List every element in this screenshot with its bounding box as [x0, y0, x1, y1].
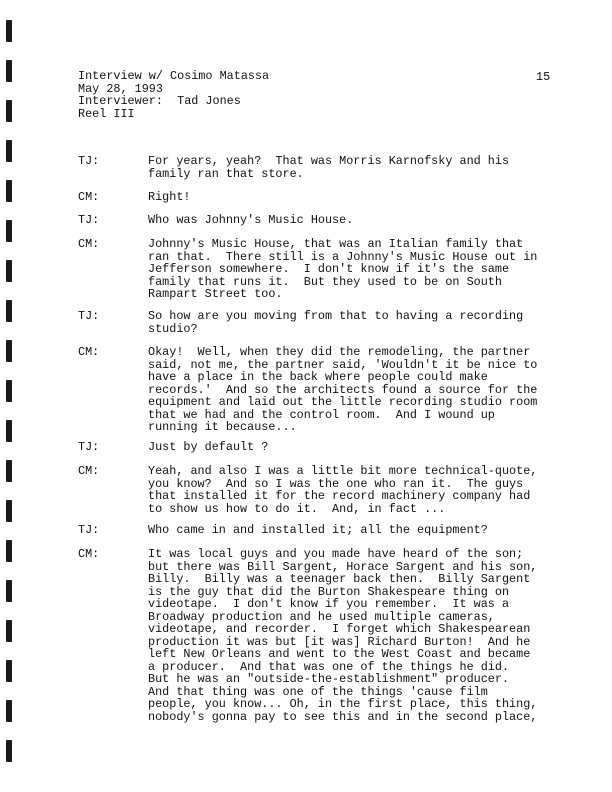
speech-text: It was local guys and you made have heard of the son; but there was Bill Sargent, Horace Sargent and his son, Billy. Billy was a teenager back then. Billy Sargent is the guy that did the Burton Shakespeare thing on videotape. I don't know if you remember. It was a Broadway production and he used multiple cameras, videotape, and recorder. I forget which Shakespearean production it was but [it was] Richard Burton! And he left New Orleans and went to the West Coast and became a producer. And that was one of the things he did. But he was an "outside-the-establishment" producer. And that thing was one of the things 'cause film people, you know... Oh, in the first place, this thing, nobody's gonna pay to see this and in the second place, [148, 547, 538, 724]
document-header [78, 70, 269, 120]
speech-text: Yeah, and also I was a little bit more technical-quote, you know? And so I was the one who ran it. The guys that installed it for the record machinery company had to show us how to do it. And, in fact ... [148, 464, 538, 516]
speech-text: Johnny's Music House, that was an Italian family that ran that. There still is a Johnny's Music House out in Jefferson somewhere. I don't know if it's the same family that runs it. But they used to be on South Rampart Street too. [148, 237, 538, 301]
binding-mark [6, 260, 12, 282]
binding-mark [6, 460, 12, 482]
binding-mark [6, 420, 12, 442]
speaker-label: CM: [78, 190, 100, 204]
binding-mark [6, 20, 12, 42]
header-interviewer: Interviewer: Tad Jones [78, 94, 241, 108]
speaker-label: TJ: [78, 523, 100, 537]
speaker-label: TJ: [78, 309, 100, 323]
binding-mark [6, 620, 12, 642]
binding-mark [6, 60, 12, 82]
speaker-label: TJ: [78, 213, 100, 227]
binding-mark [6, 700, 12, 722]
speech-text: So how are you moving from that to having a recording studio? [148, 309, 524, 336]
speech-text: Just by default ? [148, 440, 269, 454]
speaker-label: TJ: [78, 154, 100, 168]
header-title: Interview w/ Cosimo Matassa [78, 69, 270, 83]
speaker-label: CM: [78, 464, 100, 478]
binding-mark [6, 380, 12, 402]
binding-mark [6, 740, 12, 762]
speech-text: Who came in and installed it; all the equipment? [148, 523, 488, 537]
binding-mark [6, 540, 12, 562]
header-reel: Reel III [78, 106, 135, 121]
header-date: May 28, 1993 [78, 81, 163, 96]
binding-mark [6, 220, 12, 242]
speaker-label: CM: [78, 547, 100, 561]
binding-mark [6, 140, 12, 162]
page-number: 15 [536, 70, 551, 84]
binding-mark [6, 500, 12, 522]
binding-mark [6, 100, 12, 122]
speech-text: Who was Johnny's Music House. [148, 213, 354, 227]
speaker-label: CM: [78, 237, 100, 251]
speech-text: Right! [148, 190, 191, 204]
speaker-label: TJ: [78, 440, 100, 454]
speech-text: For years, yeah? That was Morris Karnofsky and his family ran that store. [148, 154, 510, 181]
binding-mark [6, 300, 12, 322]
speech-text: Okay! Well, when they did the remodeling, the partner said, not me, the partner said, 'Wouldn't it be nice to have a place in the back where people could make records.' And so the architects found a source for the equipment and laid out the little recording studio room that we had and the control room. And I wound up running it because... [148, 345, 538, 434]
speaker-label: CM: [78, 345, 100, 359]
binding-mark [6, 660, 12, 682]
binding-mark [6, 180, 12, 202]
binding-mark [6, 340, 12, 362]
binding-mark [6, 580, 12, 602]
